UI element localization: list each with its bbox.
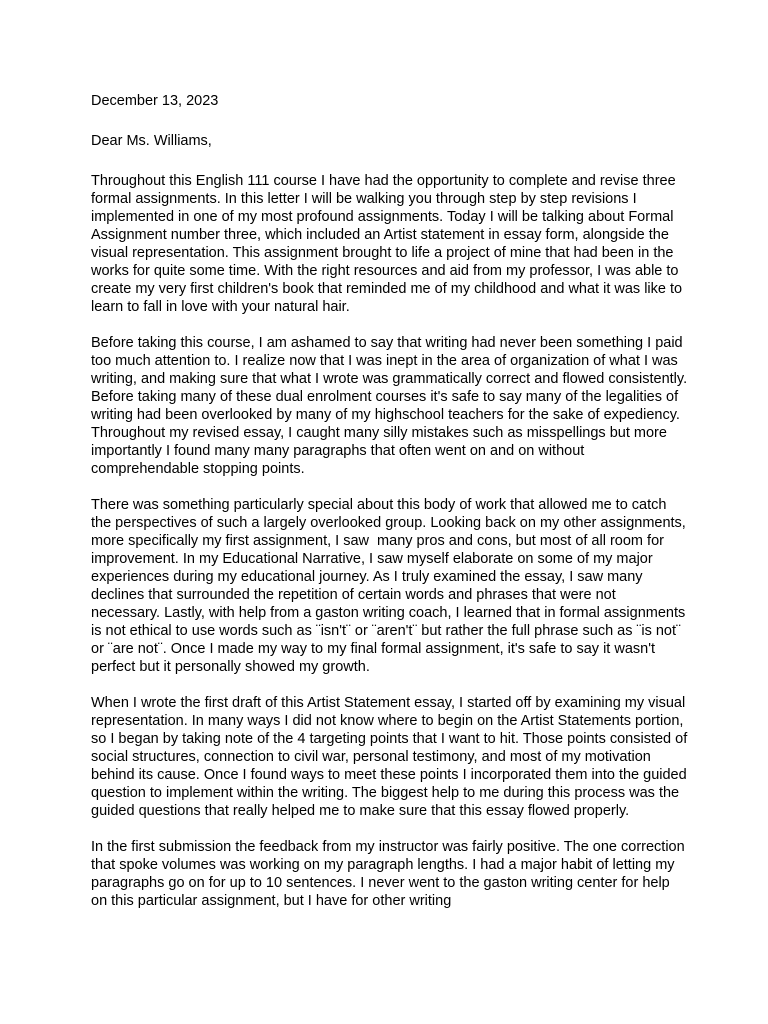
paragraph-first-draft: When I wrote the first draft of this Artist Statement essay, I started off by examining my visual representation. In many ways I did not know where to begin on the Artist Statements portion, so I began by taking note of the 4 targeting points that I want to hit. Those points consisted of social structures, connection to civil war, personal testimony, and most of my motivation behind its cause. Once I found ways to meet these points I incorporated them into the guided question to implement within the writing. The biggest help to me during this process was the guided questions that really helped me to make sure that this essay flowed properly. [91,695,692,819]
letter-salutation: Dear Ms. Williams, [91,133,212,149]
letter-date: December 13, 2023 [91,93,219,109]
paragraph-intro: Throughout this English 111 course I have had the opportunity to complete and revise three formal assignments. In this letter I will be walking you through step by step revisions I implemented in one of my most profound assignments. Today I will be talking about Formal Assignment number three, which included an Artist statement in essay form, alongside the visual representation. This assignment brought to life a project of mine that had been in the works for quite some time. With the right resources and aid from my professor, I was able to create my very first children's book that reminded me of my childhood and what it was like to learn to fall in love with your natural hair. [91,173,687,315]
paragraph-feedback: In the first submission the feedback from my instructor was fairly positive. The one correction that spoke volumes was working on my paragraph lengths. I had a major habit of letting my paragraphs go on for up to 10 sentences. I never went to the gaston writing center for help on this particular assignment, but I have for other writing [91,839,689,909]
paragraph-special-work: There was something particularly special about this body of work that allowed me to catch the perspectives of such a largely overlooked group. Looking back on my other assignments, more specifically my first assignment, I saw many pros and cons, but most of all room for improvement. In my Educational Narrative, I saw myself elaborate on some of my major experiences during my educational journey. As I truly examined the essay, I saw many declines that surrounded the repetition of certain words and phrases that were not necessary. Lastly, with help from a gaston writing coach, I learned that in formal assignments is not ethical to use words such as ¨isn't¨ or ¨aren't¨ but rather the full phrase such as ¨is not¨ or ¨are not¨. Once I made my way to my final formal assignment, it's safe to say it wasn't perfect but it personally showed my growth. [91,497,690,675]
paragraph-before-course: Before taking this course, I am ashamed to say that writing had never been something I paid too much attention to. I realize now that I was inept in the area of organization of what I was writing, and making sure that what I wrote was grammatically correct and flowed consistently. Before taking many of these dual enrolment courses it's safe to say many of the legalities of writing had been overlooked by many of my highschool teachers for the sake of expediency. Throughout my revised essay, I caught many silly mistakes such as misspellings but more importantly I found many many paragraphs that often went on and on without comprehendable stopping points. [91,335,692,477]
letter-page [91,92,692,928]
